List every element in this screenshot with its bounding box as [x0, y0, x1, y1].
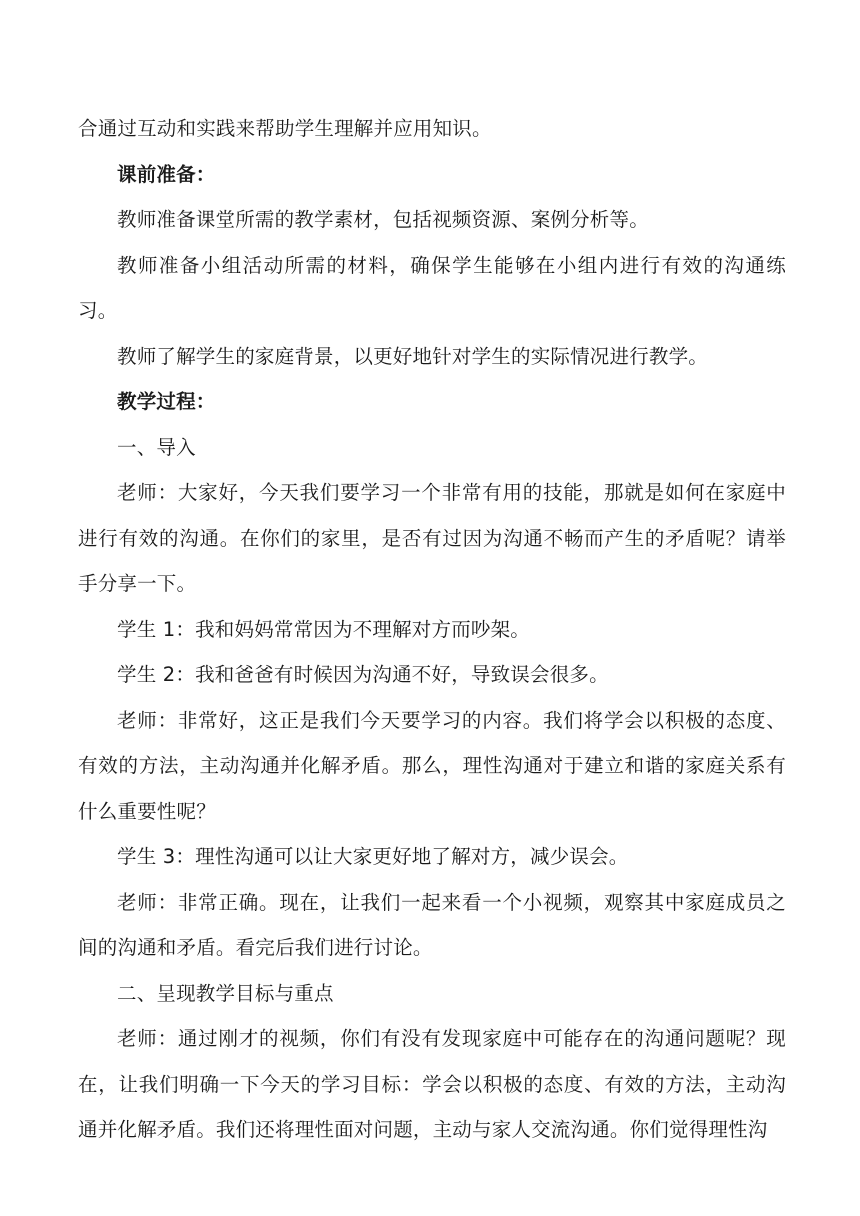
- paragraph-teacher-goals: 老师：通过刚才的视频，你们有没有发现家庭中可能存在的沟通问题呢？现在，让我们明确一下今天的学习目标：学会以积极的态度、有效的方法，主动沟通并化解矛盾。我们还将理性面对问题，主动与家人交流沟通。你们觉得理性沟: [78, 1027, 786, 1141]
- paragraph-student-3: 学生 3：理性沟通可以让大家更好地了解对方，减少误会。: [117, 845, 629, 868]
- paragraph-student-2: 学生 2：我和爸爸有时候因为沟通不好，导致误会很多。: [117, 663, 609, 686]
- document-body: [78, 106, 786, 1153]
- section-intro-title: 一、导入: [117, 435, 196, 459]
- paragraph-continuation: 合通过互动和实践来帮助学生理解并应用知识。: [78, 117, 492, 140]
- paragraph-prep-group: 教师准备小组活动所需的材料，确保学生能够在小组内进行有效的沟通练习。: [78, 253, 786, 322]
- heading-process: 教学过程：: [117, 390, 216, 413]
- paragraph-teacher-response: 老师：非常好，这正是我们今天要学习的内容。我们将学会以积极的态度、有效的方法，主动沟通并化解矛盾。那么，理性沟通对于建立和谐的家庭关系有什么重要性呢？: [78, 708, 786, 823]
- paragraph-prep-background: 教师了解学生的家庭背景，以更好地针对学生的实际情况进行教学。: [117, 344, 709, 368]
- paragraph-student-1: 学生 1：我和妈妈常常因为不理解对方而吵架。: [117, 617, 531, 641]
- paragraph-teacher-video: 老师：非常正确。现在，让我们一起来看一个小视频，观察其中家庭成员之间的沟通和矛盾。看完后我们进行讨论。: [78, 890, 786, 959]
- heading-preparation: 课前准备：: [117, 162, 216, 186]
- section-goals-title: 二、呈现教学目标与重点: [117, 981, 334, 1005]
- paragraph-teacher-intro: 老师：大家好，今天我们要学习一个非常有用的技能，那就是如何在家庭中进行有效的沟通。在你们的家里，是否有过因为沟通不畅而产生的矛盾呢？请举手分享一下。: [78, 481, 786, 595]
- paragraph-prep-materials: 教师准备课堂所需的教学素材，包括视频资源、案例分析等。: [117, 208, 649, 231]
